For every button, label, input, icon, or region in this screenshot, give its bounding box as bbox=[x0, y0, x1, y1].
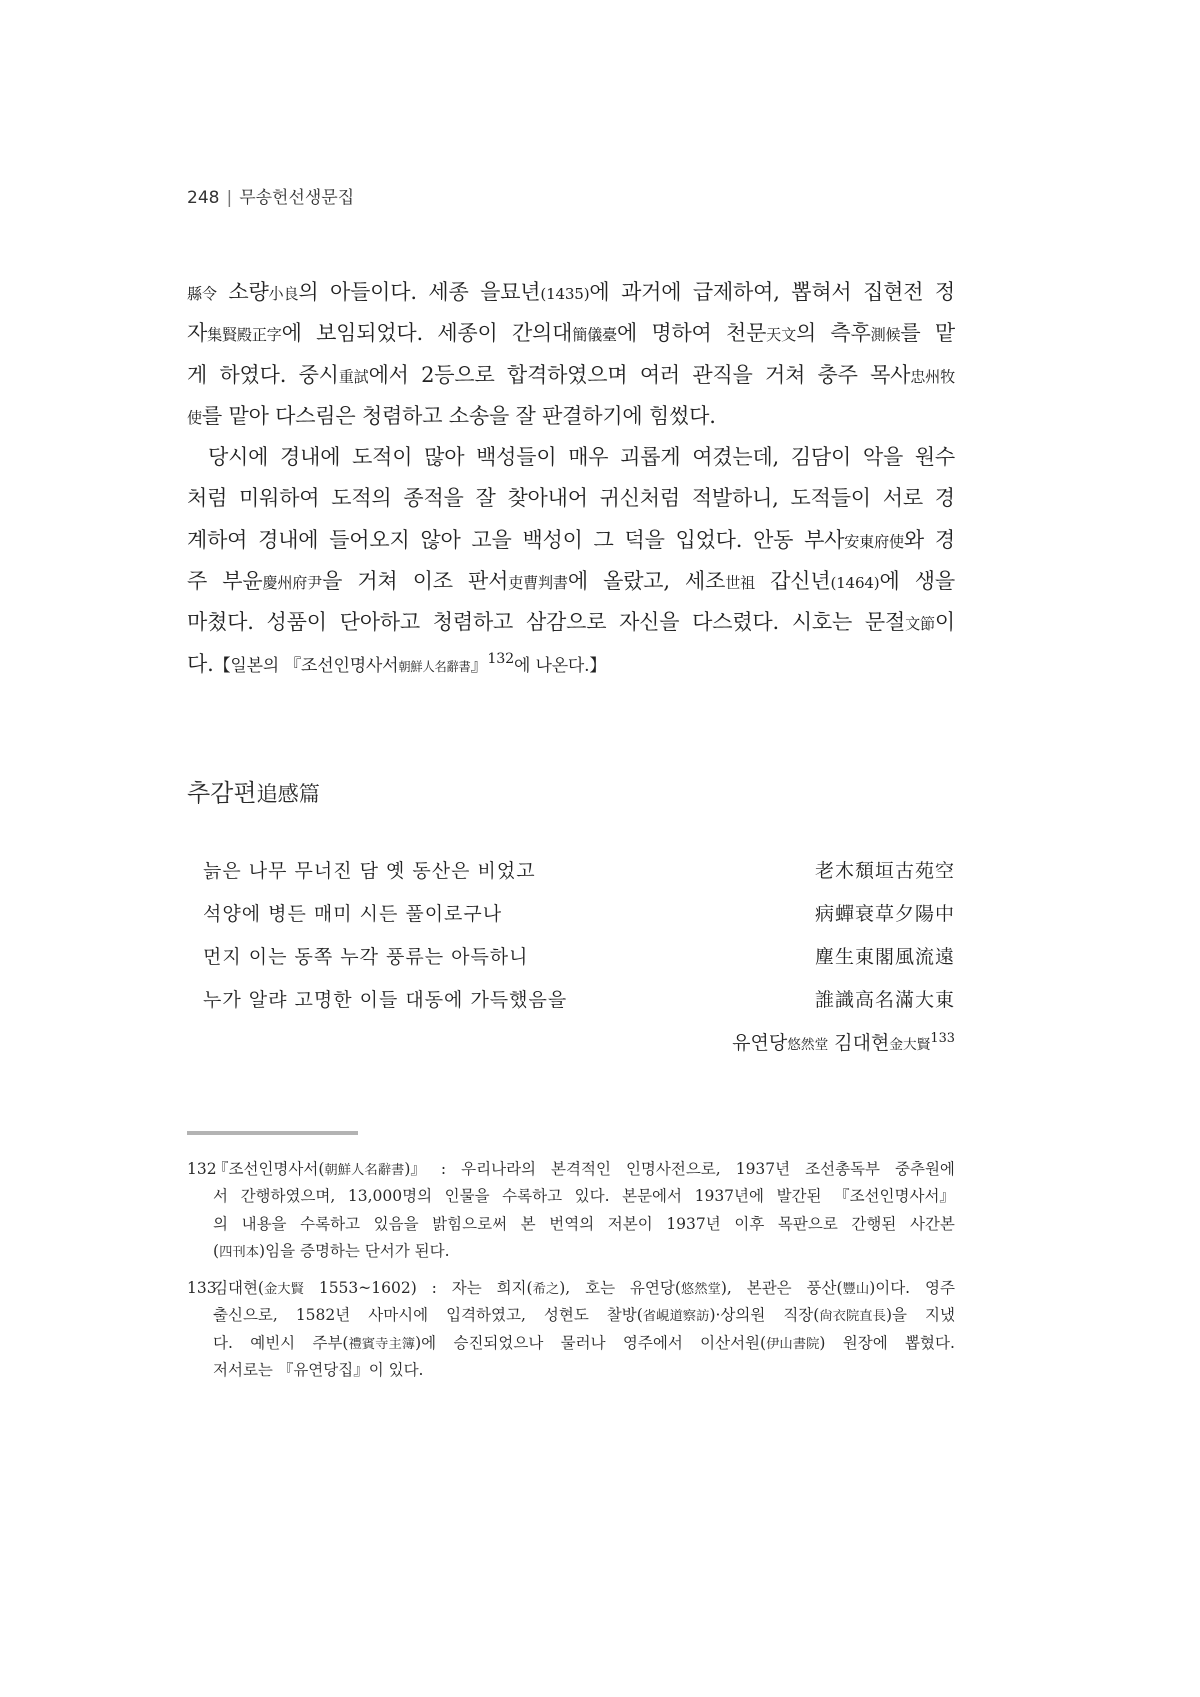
body-line bbox=[187, 272, 955, 313]
word: 간행하였으며, bbox=[240, 1187, 336, 1206]
word: 목사忠州牧 bbox=[870, 362, 955, 387]
hanja-gloss: 世祖 bbox=[725, 574, 756, 593]
word: 그 bbox=[593, 527, 614, 552]
running-header bbox=[187, 186, 354, 210]
body-line bbox=[187, 437, 955, 478]
word: 자는 bbox=[451, 1278, 482, 1297]
poem-line bbox=[203, 936, 955, 979]
word: 악을 bbox=[862, 445, 904, 470]
word: 자신을 bbox=[619, 610, 680, 635]
word: 1582년 bbox=[295, 1306, 351, 1325]
word: 1553~1602) bbox=[318, 1278, 417, 1297]
body-line bbox=[187, 602, 955, 643]
word: 도적이 bbox=[352, 445, 413, 470]
word: 영주에서 bbox=[622, 1333, 683, 1352]
word: 세조世祖 bbox=[685, 569, 756, 594]
word: 경내에 bbox=[258, 527, 319, 552]
year-note: (1464) bbox=[830, 574, 880, 593]
word: 승진되었으나 bbox=[453, 1333, 544, 1352]
header-separator: | bbox=[226, 188, 233, 208]
word: 세종이 bbox=[437, 321, 498, 346]
word: 인명사전으로, bbox=[625, 1160, 721, 1178]
poem-author: 유연당悠然堂 김대현金大賢 bbox=[732, 1032, 931, 1054]
word: 유연당(悠然堂), bbox=[629, 1278, 732, 1297]
word: 김대현(金大賢 bbox=[213, 1278, 304, 1297]
hanja-gloss: 天文 bbox=[766, 326, 796, 345]
word: 경 bbox=[934, 486, 955, 511]
hanja-gloss: 縣令 bbox=[187, 285, 217, 303]
word: 있다. bbox=[574, 1187, 610, 1206]
word: 지냈 bbox=[924, 1306, 955, 1325]
word: 부사安東府使와 bbox=[804, 527, 924, 552]
hanja-gloss: 四刊本 bbox=[219, 1245, 260, 1261]
footnote-line bbox=[213, 1302, 955, 1329]
word: 번역의 bbox=[549, 1214, 595, 1233]
footnote-number: 133 bbox=[187, 1278, 217, 1297]
hanja-gloss: 禮賓寺主簿 bbox=[348, 1336, 416, 1352]
word: 올랐고, bbox=[603, 569, 670, 594]
word: 계하여 bbox=[187, 527, 248, 552]
word: 『조선인명사서(朝鮮人名辭書)』 bbox=[213, 1160, 426, 1178]
footnote-line bbox=[213, 1211, 955, 1238]
hanja-gloss: 悠然堂 bbox=[787, 1037, 829, 1053]
word: 문절文節이 bbox=[864, 610, 955, 635]
word: 발간된 bbox=[776, 1187, 822, 1206]
word: 우리나라의 bbox=[461, 1160, 537, 1178]
hanja-gloss: 追感篇 bbox=[256, 781, 320, 806]
year-note: (1435) bbox=[540, 285, 590, 303]
poem-line-korean: 누가 알랴 고명한 이들 대동에 가득했음을 bbox=[203, 989, 568, 1011]
word: 명하여 bbox=[651, 321, 712, 346]
word: 있음을 bbox=[373, 1214, 419, 1233]
word: 다스렸다. bbox=[692, 610, 779, 635]
word: 을묘년(1435)에 bbox=[480, 280, 610, 304]
word: 갑신년(1464)에 bbox=[770, 569, 900, 594]
body-line-end: 다. bbox=[187, 651, 214, 676]
footnote-line bbox=[213, 1275, 955, 1302]
word bbox=[187, 272, 217, 313]
word: 거쳐 bbox=[357, 569, 398, 594]
poem-line-hanja: 病蟬衰草夕陽中 bbox=[814, 903, 955, 925]
word: 당시에 bbox=[208, 445, 269, 470]
hanja-gloss: 希之 bbox=[532, 1281, 560, 1297]
word: 내용을 bbox=[241, 1214, 287, 1233]
hanja-gloss: 金大賢 bbox=[263, 1281, 304, 1297]
body-line bbox=[187, 520, 955, 561]
word: 생을 bbox=[914, 569, 955, 594]
word: 주 bbox=[187, 569, 208, 594]
word: 성현도 bbox=[543, 1306, 589, 1325]
hanja-gloss: 使 bbox=[187, 408, 202, 427]
word: 사간본 bbox=[909, 1214, 955, 1233]
poem-line-korean: 석양에 병든 매미 시든 풀이로구나 bbox=[203, 903, 503, 925]
word: 괴롭게 bbox=[620, 445, 681, 470]
hanja-gloss: 測候 bbox=[870, 326, 901, 345]
word: 이산서원(伊山書院) bbox=[700, 1333, 826, 1352]
word: 직장(尙衣院直長)을 bbox=[783, 1306, 907, 1325]
word: 시호는 bbox=[791, 610, 853, 635]
hanja-gloss: 朝鮮人名辭書 bbox=[324, 1163, 405, 1178]
footnote-divider bbox=[187, 1131, 358, 1135]
word: 부윤慶州府尹을 bbox=[222, 569, 343, 594]
word: 관직을 bbox=[692, 362, 753, 387]
word: 잘 bbox=[475, 486, 496, 511]
word: 원수 bbox=[914, 445, 955, 470]
footnotes bbox=[187, 1156, 955, 1385]
word: 급제하여, bbox=[692, 280, 780, 304]
footnote-132 bbox=[187, 1156, 955, 1266]
word: 입었다. bbox=[675, 527, 743, 552]
hanja-gloss: 吏曹判書 bbox=[508, 574, 568, 593]
word: 물러나 bbox=[560, 1333, 606, 1352]
word: 찰방(省峴道察訪)·상의원 bbox=[606, 1306, 766, 1325]
word: 간행된 bbox=[851, 1214, 897, 1233]
word: 합격하였으며 bbox=[506, 362, 628, 387]
word: 본관은 bbox=[746, 1278, 792, 1297]
hanja-gloss: 省峴道察訪 bbox=[642, 1309, 710, 1325]
poem-line-korean: 먼지 이는 동쪽 누각 풍류는 아득하니 bbox=[203, 946, 529, 968]
word: 집현전 bbox=[863, 280, 924, 304]
hanja-gloss: 小良 bbox=[268, 285, 299, 303]
word: 청렴하고 bbox=[432, 610, 514, 635]
word: 목판으로 bbox=[777, 1214, 838, 1233]
word: 풍산(豐山)이다. bbox=[806, 1278, 911, 1297]
footnote-line bbox=[213, 1183, 955, 1210]
poem-line bbox=[203, 979, 955, 1022]
word: 주부(禮賓寺主簿)에 bbox=[312, 1333, 437, 1352]
hanja-gloss: 伊山書院 bbox=[766, 1336, 820, 1352]
word: 측후測候를 bbox=[830, 321, 921, 346]
word: 입격하였고, bbox=[446, 1306, 526, 1325]
word: 중추원에 bbox=[895, 1160, 955, 1178]
poem-line-korean: 늙은 나무 무너진 담 옛 동산은 비었고 bbox=[203, 860, 536, 882]
poem-line-hanja: 老木頹垣古苑空 bbox=[814, 860, 955, 882]
hanja-gloss: 重試 bbox=[338, 367, 369, 386]
word: 저본이 bbox=[607, 1214, 653, 1233]
poem-line-hanja: 誰識高名滿大東 bbox=[814, 989, 955, 1011]
hanja-gloss: 集賢殿正字 bbox=[207, 326, 282, 345]
word: 간의대簡儀臺에 bbox=[511, 321, 638, 346]
footnote-line: 저서로는 『유연당집』이 있다. bbox=[213, 1361, 424, 1380]
body-line bbox=[187, 313, 955, 354]
word: 단아하고 bbox=[339, 610, 420, 635]
word: 자集賢殿正字에 bbox=[187, 321, 302, 346]
footnote-line bbox=[213, 1156, 955, 1183]
word: 않아 bbox=[420, 527, 461, 552]
word: 처럼 bbox=[187, 486, 228, 511]
word: 밝힘으로써 bbox=[432, 1214, 508, 1233]
hanja-gloss: 悠然堂 bbox=[680, 1281, 721, 1297]
poem-line bbox=[203, 850, 955, 893]
word: 보임되었다. bbox=[316, 321, 423, 346]
word: 김담이 bbox=[790, 445, 852, 470]
word: : bbox=[431, 1278, 437, 1297]
body-line bbox=[187, 561, 955, 602]
word: 경 bbox=[934, 527, 955, 552]
word: 뽑혀서 bbox=[791, 280, 852, 304]
source-note-close: 에 나온다.】 bbox=[514, 655, 607, 676]
word: 여겼는데, bbox=[692, 445, 780, 470]
word: 인물을 bbox=[444, 1187, 490, 1206]
word: 예빈시 bbox=[250, 1333, 296, 1352]
word: 미워하여 bbox=[239, 486, 320, 511]
word: 거쳐 bbox=[765, 362, 806, 387]
word: 2등으로 bbox=[421, 362, 495, 387]
word: 백성들이 bbox=[476, 445, 557, 470]
footnote-ref-132[interactable]: 132 bbox=[487, 650, 515, 667]
word: 의 bbox=[213, 1214, 228, 1233]
word: 찾아내어 bbox=[507, 486, 588, 511]
word: 도적들이 bbox=[790, 486, 871, 511]
word: : bbox=[440, 1160, 447, 1178]
footnote-line bbox=[213, 1330, 955, 1357]
section-heading: 추감편追感篇 bbox=[187, 779, 320, 807]
word: 게 bbox=[187, 362, 208, 387]
word: 본문에서 bbox=[622, 1187, 683, 1206]
word: 서 bbox=[213, 1187, 228, 1206]
word: 다. bbox=[213, 1333, 233, 1352]
word: 고을 bbox=[471, 527, 512, 552]
word: 많아 bbox=[424, 445, 465, 470]
word: 이조 bbox=[412, 569, 453, 594]
word: 여러 bbox=[639, 362, 680, 387]
poem bbox=[203, 850, 955, 1065]
hanja-gloss: 豐山 bbox=[842, 1281, 870, 1297]
body-line bbox=[187, 478, 955, 519]
hanja-gloss: 金大賢 bbox=[889, 1037, 931, 1053]
word: 사마시에 bbox=[368, 1306, 429, 1325]
word: 충주 bbox=[817, 362, 858, 387]
word: 출신으로, bbox=[213, 1306, 278, 1325]
word: 조선총독부 bbox=[805, 1160, 880, 1178]
word: 중시重試에서 bbox=[298, 362, 409, 387]
word: 수록하고 bbox=[502, 1187, 563, 1206]
hanja-gloss: 文節 bbox=[905, 615, 935, 634]
word: 본격적인 bbox=[551, 1160, 611, 1178]
word: 『조선인명사서』 bbox=[834, 1187, 955, 1206]
book-title: 무송헌선생문집 bbox=[239, 188, 355, 208]
word: 아들이다. bbox=[330, 280, 417, 304]
word: 들어오지 bbox=[329, 527, 410, 552]
footnote-133 bbox=[187, 1275, 955, 1385]
word: 매우 bbox=[568, 445, 609, 470]
hanja-gloss: 簡儀臺 bbox=[572, 326, 617, 345]
word: 이후 bbox=[734, 1214, 765, 1233]
hanja-gloss: 安東府使 bbox=[844, 532, 904, 551]
body-line-last bbox=[187, 644, 955, 685]
word: 덕을 bbox=[624, 527, 665, 552]
word: 1937년에 bbox=[694, 1187, 764, 1206]
word: 삼감으로 bbox=[525, 610, 607, 635]
word: 하였다. bbox=[219, 362, 287, 387]
body-text bbox=[187, 272, 955, 685]
word: 과거에 bbox=[621, 280, 682, 304]
hanja-gloss: 慶州府尹 bbox=[262, 574, 323, 593]
word: 원장에 bbox=[842, 1333, 888, 1352]
word: 정 bbox=[934, 280, 955, 304]
poem-line bbox=[203, 893, 955, 936]
word: 경내에 bbox=[280, 445, 341, 470]
word: 영주 bbox=[924, 1278, 955, 1297]
page-number: 248 bbox=[187, 188, 220, 208]
word: 종적을 bbox=[403, 486, 464, 511]
hanja-gloss: 尙衣院直長 bbox=[819, 1309, 886, 1325]
word: 마쳤다. bbox=[187, 610, 254, 635]
source-note-open: 【일본의 『조선인명사서朝鮮人名辭書』 bbox=[213, 655, 488, 676]
word: 수록하고 bbox=[300, 1214, 361, 1233]
word: 세종 bbox=[428, 280, 469, 304]
footnote-ref-133[interactable]: 133 bbox=[930, 1030, 955, 1046]
word: 뽑혔다. bbox=[905, 1333, 955, 1352]
footnote-number: 132 bbox=[187, 1160, 217, 1178]
word: 소량小良의 bbox=[228, 280, 319, 304]
poem-attribution bbox=[203, 1022, 955, 1065]
body-line bbox=[187, 355, 955, 396]
word: 본 bbox=[520, 1214, 536, 1233]
word: 호는 bbox=[585, 1278, 616, 1297]
body-line: 使를 맡아 다스림은 청렴하고 소송을 잘 판결하기에 힘썼다. bbox=[187, 403, 716, 428]
word: 판서吏曹判書에 bbox=[468, 569, 588, 594]
word: 천문天文의 bbox=[725, 321, 817, 346]
word: 1937년 bbox=[666, 1214, 721, 1233]
word: 귀신처럼 bbox=[599, 486, 680, 511]
word: 1937년 bbox=[735, 1160, 791, 1178]
word: 적발하니, bbox=[691, 486, 779, 511]
word: 안동 bbox=[753, 527, 794, 552]
word: 백성이 bbox=[522, 527, 583, 552]
hanja-gloss: 忠州牧 bbox=[910, 367, 955, 386]
word: 희지(希之), bbox=[496, 1278, 571, 1297]
word: 성품이 bbox=[266, 610, 327, 635]
poem-line-hanja: 塵生東閣風流遠 bbox=[814, 946, 955, 968]
word: 맡 bbox=[934, 321, 955, 346]
word: 도적의 bbox=[331, 486, 392, 511]
word: 13,000명의 bbox=[347, 1187, 433, 1206]
footnote-line: (四刊本)임을 증명하는 단서가 된다. bbox=[213, 1242, 450, 1261]
word: 서로 bbox=[882, 486, 923, 511]
hanja-gloss: 朝鮮人名辭書 bbox=[398, 659, 471, 674]
